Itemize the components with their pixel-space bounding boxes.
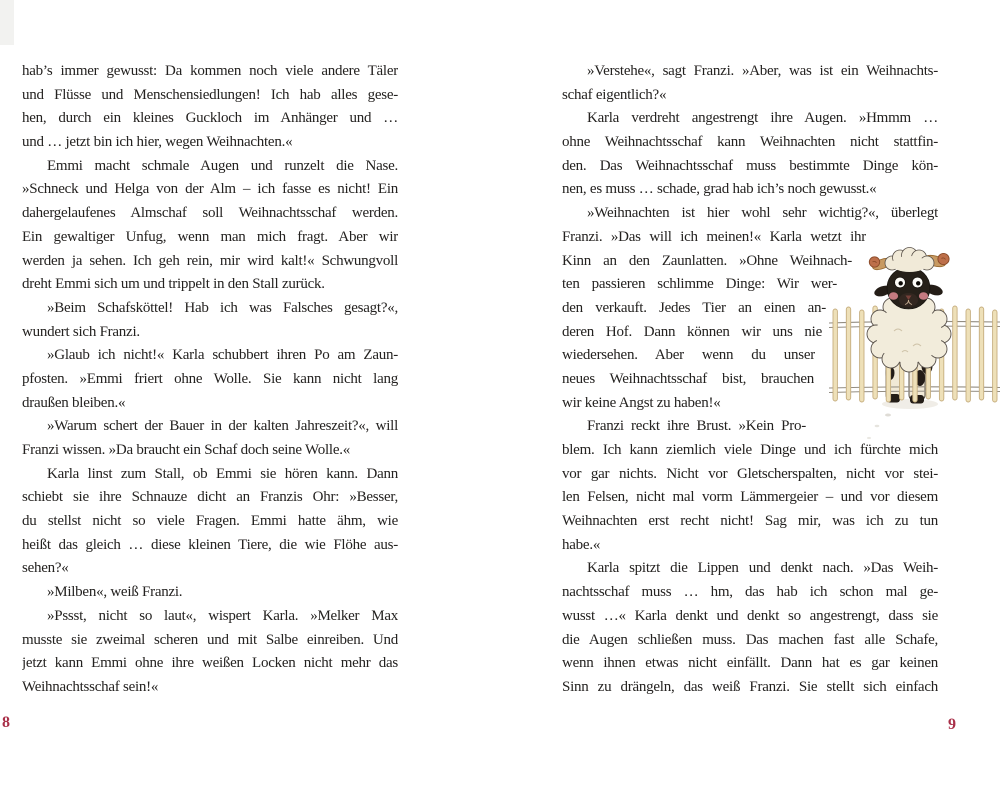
text-line: nachtsschaf muss … hm, das hab ich schon mal ge- xyxy=(562,584,938,601)
text-line: draußen bleiben.« xyxy=(22,394,126,411)
text-line: »Pssst, nicht so laut«, wispert Karla. »Melker Max xyxy=(47,607,398,624)
text-line: Kinn an den Zaunlatten. »Ohne Weihnach- xyxy=(562,252,852,269)
text-line: und … jetzt bin ich hier, wegen Weihnachten.« xyxy=(22,134,293,151)
sheep-muzzle xyxy=(899,293,918,307)
text-line: die Augen schließen muss. Das machen fast alle Schafe, xyxy=(562,631,938,648)
text-line: len Felsen, nicht mal vorm Lämmergeier – und vor diesem xyxy=(562,489,938,506)
text-line: hen, durch ein kleines Guckloch im Anhänger und … xyxy=(22,110,398,127)
text-line: Franzi wissen. »Da braucht ein Schaf doch seine Wolle.« xyxy=(22,442,351,458)
text-line: dreht Emmi sich um und trippelt in den Stall zurück. xyxy=(22,276,325,293)
text-line: wiedersehen. Aber wenn du unser xyxy=(562,347,815,364)
text-line: jetzt kann Emmi ohne ihre weißen Locken nicht mehr das xyxy=(22,655,398,672)
scan-edge-artifact xyxy=(0,0,14,45)
text-line: Weihnachtsschaf sein!« xyxy=(22,678,159,695)
text-line: wundert sich Franzi. xyxy=(22,323,140,340)
text-line: Emmi macht schmale Augen und runzelt die Nase. xyxy=(47,157,398,174)
text-line: pfosten. »Emmi friert ohne Wolle. Sie kann nicht lang xyxy=(22,370,398,387)
sheep-cheek-right xyxy=(919,292,928,300)
text-line: werden ja sehen. Ich geh rein, mir wird kalt!« Schwungvoll xyxy=(22,252,398,269)
text-line: vor gar nichts. Nicht vor Gletscherspalten, nicht vor stei- xyxy=(562,465,938,482)
text-line: den verkauft. Jedes Tier an einen an- xyxy=(562,299,826,316)
text-line: ten passieren schlimme Dinge: Wir wer- xyxy=(562,276,837,293)
text-line: »Milben«, weiß Franzi. xyxy=(47,584,183,601)
text-line: den. Das Weihnachtsschaf muss bestimmte Dinge kön- xyxy=(562,157,938,174)
text-line: wenn ihnen etwas nicht einfällt. Dann hat es gar keinen xyxy=(562,655,938,672)
text-line: Franzi reckt ihre Brust. »Kein Pro- xyxy=(587,418,806,435)
text-line: wir keine Angst zu haben!« xyxy=(562,394,721,411)
ground-shadow xyxy=(867,399,938,439)
text-line: hab’s immer gewusst: Da kommen noch viele andere Täler xyxy=(22,63,398,79)
left-page-text-column xyxy=(22,60,398,700)
text-line: Franzi. »Das will ich meinen!« Karla wetzt ihr xyxy=(562,228,866,245)
text-line: musste sie zweimal scheren und mit Salbe einreiben. Und xyxy=(22,631,398,648)
text-line: Karla spitzt die Lippen und denkt nach. »Das Weih- xyxy=(587,560,938,577)
sheep-head xyxy=(869,248,949,310)
text-line: habe.« xyxy=(562,536,601,553)
text-line: »Beim Schafsköttel! Hab ich was Falsches gesagt?«, xyxy=(47,299,398,316)
text-line: deren Hof. Dann können wir uns nie xyxy=(562,323,822,340)
page-number-right: 9 xyxy=(948,716,956,733)
text-line: heißt das gleich … diese kleinen Tiere, die wie Flöhe aus- xyxy=(22,536,398,553)
text-line: nen, es muss … schade, grad hab ich’s noch gewusst.« xyxy=(562,181,877,198)
text-line: neues Weihnachtsschaf bist, brauchen xyxy=(562,370,814,387)
sheep-cheek-left xyxy=(889,292,898,300)
text-line: ohne Weihnachtsschaf kann Weihnachten nicht stattfin- xyxy=(562,134,938,151)
sheep-behind-fence-illustration xyxy=(829,243,1000,443)
text-line: »Glaub ich nicht!« Karla schubbert ihren Po am Zaun- xyxy=(47,347,398,364)
page-number-left: 8 xyxy=(2,714,10,731)
text-line: blem. Ich kann ziemlich viele Dinge und ich fürchte mich xyxy=(562,442,938,458)
text-line: »Weihnachten ist hier wohl sehr wichtig?«, überlegt xyxy=(587,205,938,222)
text-line: Karla linst zum Stall, ob Emmi sie hören kann. Dann xyxy=(47,465,398,482)
text-line: Karla verdreht angestrengt ihre Augen. »Hmmm … xyxy=(587,110,938,127)
text-line: Ein gewaltiger Unfug, wenn man mich fragt. Aber wir xyxy=(22,228,398,245)
text-line: Weihnachten erst recht nicht! Sag mir, was ich zu tun xyxy=(562,513,938,530)
text-line: schiebt sie ihre Schnauze dicht an Franzis Ohr: »Besser, xyxy=(22,489,398,506)
text-line: sehen?« xyxy=(22,560,69,577)
text-line: »Schneck und Helga von der Alm – ich fasse es nicht! Ein xyxy=(22,181,398,198)
text-line: und Flüsse und Menschensiedlungen! Ich hab alles gese- xyxy=(22,86,398,103)
text-line: schaf eigentlich?« xyxy=(562,86,667,103)
text-line: wusst …« Karla denkt und denkt so angestrengt, dass sie xyxy=(562,607,938,624)
text-line: »Verstehe«, sagt Franzi. »Aber, was ist ein Weihnachts- xyxy=(587,63,938,79)
text-line: dahergelaufenes Almschaf soll Weihnachtsschaf werden. xyxy=(22,205,398,222)
text-line: »Warum schert der Bauer in der kalten Jahreszeit?«, will xyxy=(47,418,398,435)
text-line: Sinn zu drängeln, das weiß Franzi. Sie stellt sich einfach xyxy=(562,678,938,695)
text-line: du stellst nicht so viele Fragen. Emmi hatte ähm, wie xyxy=(22,513,398,530)
